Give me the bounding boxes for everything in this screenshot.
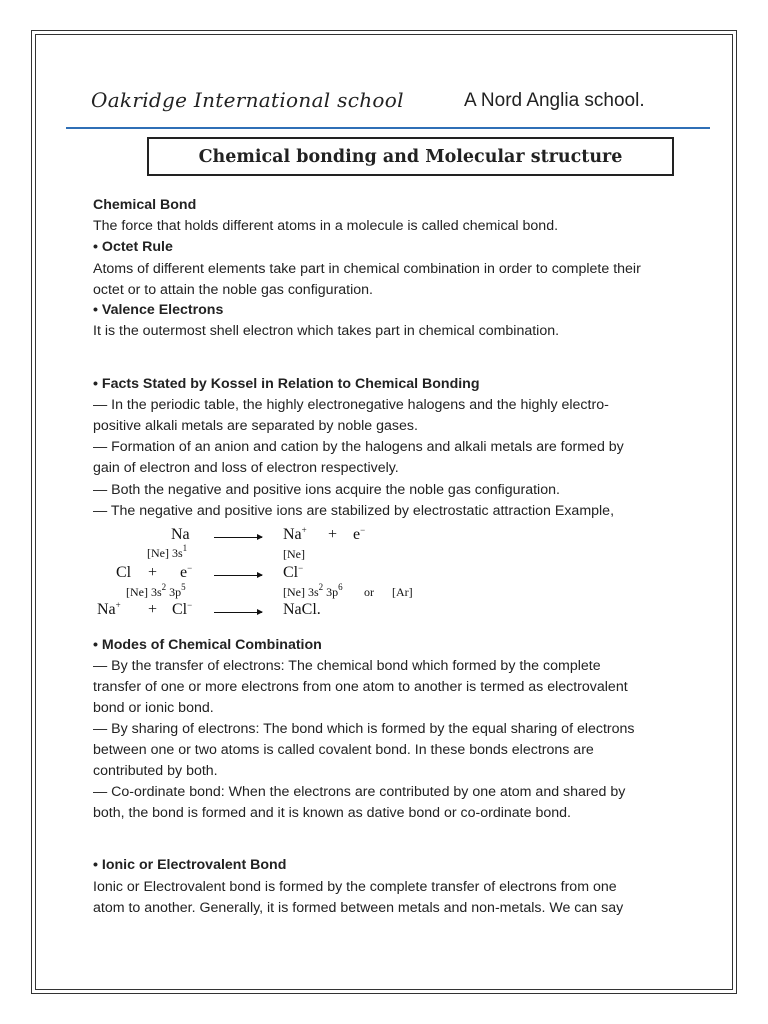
eq1-config-right: [Ne]	[283, 547, 305, 561]
valence-electrons-heading: • Valence Electrons	[93, 302, 224, 318]
eq1-arrow	[214, 537, 262, 538]
eq3-plus: +	[148, 601, 158, 618]
modes-line: both, the bond is formed and it is known as dative bond or co-ordinate bond.	[93, 805, 571, 821]
kossel-line: — In the periodic table, the highly electronegative halogens and the highly electro-	[93, 397, 609, 413]
modes-line: transfer of one or more electrons from one atom to another is termed as electrovalent	[93, 679, 628, 695]
modes-line: — By sharing of electrons: The bond which is formed by the equal sharing of electrons	[93, 721, 635, 737]
eq3-sodium-ion: Na+	[97, 600, 121, 618]
eq2-config-right: [Ne] $3s^2$ $3p^6$	[283, 582, 343, 599]
modes-heading: • Modes of Chemical Combination	[93, 637, 322, 653]
modes-line: — By the transfer of electrons: The chemical bond which formed by the complete	[93, 658, 601, 674]
eq3-product: NaCl.	[283, 601, 321, 618]
kossel-line: positive alkali metals are separated by noble gases.	[93, 418, 418, 434]
eq2-config-or: or	[364, 585, 374, 599]
octet-rule-text: octet or to attain the noble gas configuration.	[93, 282, 373, 298]
modes-line: bond or ionic bond.	[93, 700, 214, 716]
eq2-config-argon: [Ar]	[392, 585, 413, 599]
eq2-plus: +	[148, 564, 158, 581]
modes-line: — Co-ordinate bond: When the electrons are contributed by one atom and shared by	[93, 784, 626, 800]
ionic-bond-line: Ionic or Electrovalent bond is formed by the complete transfer of electrons from one	[93, 879, 617, 895]
header-rule	[66, 127, 710, 129]
modes-line: contributed by both.	[93, 763, 218, 779]
eq3-chloride-ion: Cl−	[172, 600, 193, 618]
eq1-product: Na+	[283, 525, 307, 543]
chemical-bond-heading: Chemical Bond	[93, 197, 197, 213]
kossel-heading: • Facts Stated by Kossel in Relation to Chemical Bonding	[93, 376, 480, 392]
octet-rule-text: Atoms of different elements take part in chemical combination in order to complete their	[93, 261, 641, 277]
kossel-line: — Formation of an anion and cation by the halogens and alkali metals are formed by	[93, 439, 624, 455]
modes-line: between one or two atoms is called covalent bond. In these bonds electrons are	[93, 742, 594, 758]
kossel-line: — Both the negative and positive ions acquire the noble gas configuration.	[93, 482, 560, 498]
eq3-arrow	[214, 612, 262, 613]
eq2-chlorine: Cl	[116, 564, 132, 581]
ionic-bond-heading: • Ionic or Electrovalent Bond	[93, 857, 287, 873]
eq1-config-left: [Ne] $3s^1$	[147, 543, 188, 560]
school-tagline: A Nord Anglia school.	[464, 90, 645, 111]
kossel-line: — The negative and positive ions are stabilized by electrostatic attraction Example,	[93, 503, 615, 519]
eq1-electron: e−	[353, 525, 366, 543]
chemical-bond-text: The force that holds different atoms in a molecule is called chemical bond.	[93, 218, 559, 234]
kossel-line: gain of electron and loss of electron respectively.	[93, 460, 399, 476]
valence-electrons-text: It is the outermost shell electron which takes part in chemical combination.	[93, 323, 560, 339]
eq2-arrow	[214, 575, 262, 576]
document-title: Chemical bonding and Molecular structure	[147, 137, 674, 176]
eq2-electron: e−	[180, 563, 193, 581]
school-name: Oakridge International school	[91, 88, 404, 112]
ionic-bond-line: atom to another. Generally, it is formed between metals and non-metals. We can say	[93, 900, 624, 916]
eq2-config-left: [Ne] $3s^2$ $3p^5$	[126, 582, 186, 599]
eq1-plus: +	[328, 526, 338, 543]
eq1-reactant: Na	[171, 526, 190, 543]
eq2-product: Cl−	[283, 563, 304, 581]
octet-rule-heading: • Octet Rule	[93, 239, 173, 255]
